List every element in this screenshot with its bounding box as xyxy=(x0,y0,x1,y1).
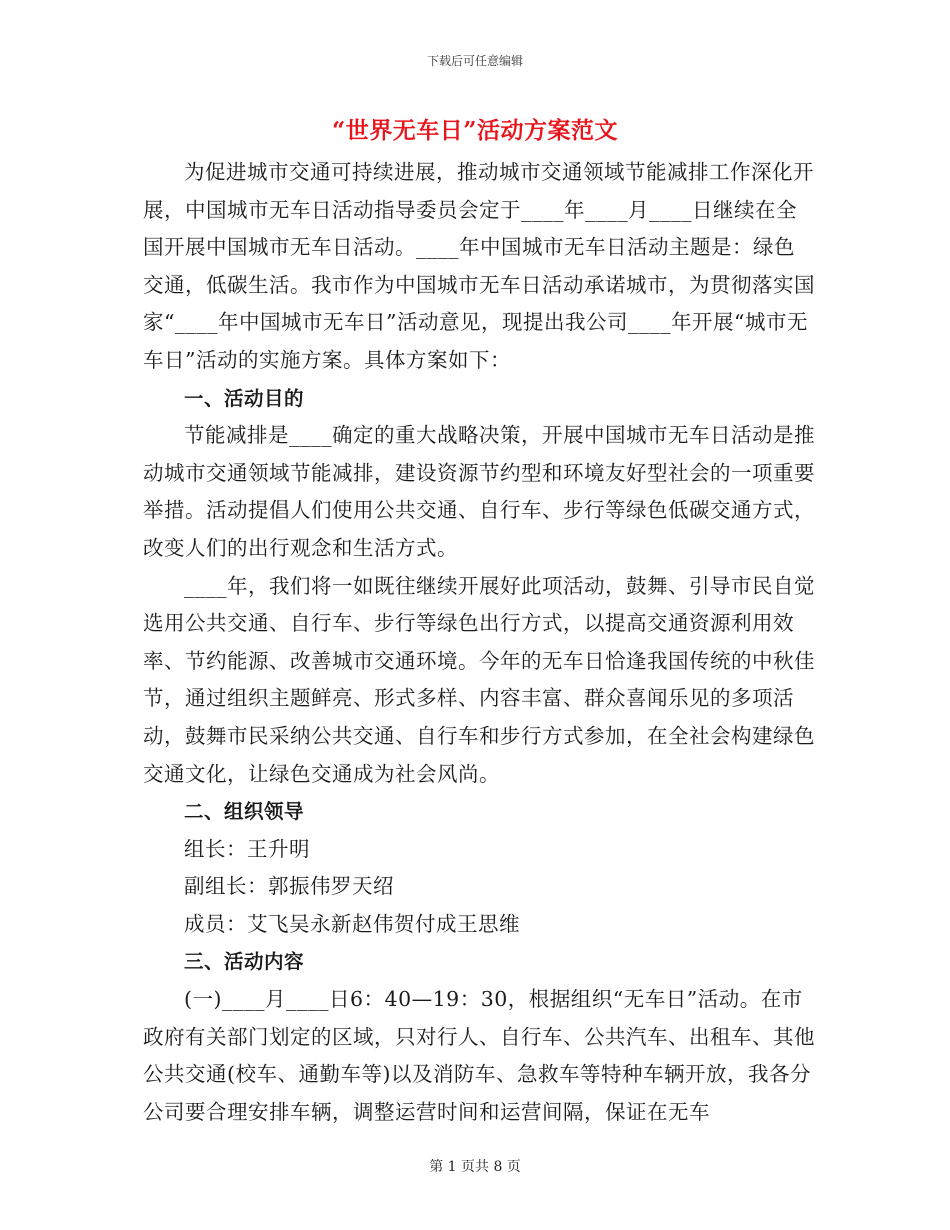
document-title: “世界无车日”活动方案范文 xyxy=(332,117,618,144)
intro-paragraph: 为促进城市交通可持续进展，推动城市交通领域节能减排工作深化开展，中国城市无车日活动指导委员会定于____年____月____日继续在全国开展中国城市无车日活动。____年中国城市无车日活动主题是：绿色交通，低碳生活。我市作为中国城市无车日活动承诺城市，为贯彻落实国家“____年中国城市无车日”活动意见，现提出我公司____年开展“城市无车日”活动的实施方案。具体方案如下： xyxy=(143,160,815,372)
paragraph: ____年，我们将一如既往继续开展好此项活动，鼓舞、引导市民自觉选用公共交通、自行车、步行等绿色出行方式，以提高交通资源利用效率、节约能源、改善城市交通环境。今年的无车日恰逢我国传统的中秋佳节，通过组织主题鲜亮、形式多样、内容丰富、群众喜闻乐见的多项活动，鼓舞市民采纳公共交通、自行车和步行方式参加，在全社会构建绿色交通文化，让绿色交通成为社会风尚。 xyxy=(143,573,815,786)
section-heading-organization: 二、组织领导 xyxy=(184,800,305,824)
leader-line: 组长：王升明 xyxy=(184,836,310,861)
header-note: 下载后可任意编辑 xyxy=(426,54,523,68)
page-footer: 第 1 页共 8 页 xyxy=(429,1159,521,1175)
document-body xyxy=(143,154,815,1131)
section-heading-purpose: 一、活动目的 xyxy=(184,386,305,410)
paragraph: (一)____月____日6：40—19：30，根据组织“无车日”活动。在市政府有关部门划定的区域，只对行人、自行车、公共汽车、出租车、其他公共交通(校车、通勤车等)以及消防车、急救车等特种车辆开放，我各分公司要合理安排车辆，调整运营时间和运营间隔，保证在无车 xyxy=(143,987,815,1124)
section-heading-content: 三、活动内容 xyxy=(184,950,305,974)
paragraph: 节能减排是____确定的重大战略决策，开展中国城市无车日活动是推动城市交通领域节能减排，建设资源节约型和环境友好型社会的一项重要举措。活动提倡人们使用公共交通、自行车、步行等绿色低碳交通方式，改变人们的出行观念和生活方式。 xyxy=(143,423,815,560)
members-line: 成员：艾飞吴永新赵伟贺付成王思维 xyxy=(184,911,520,936)
deputy-leader-line: 副组长：郭振伟罗天绍 xyxy=(184,874,394,899)
